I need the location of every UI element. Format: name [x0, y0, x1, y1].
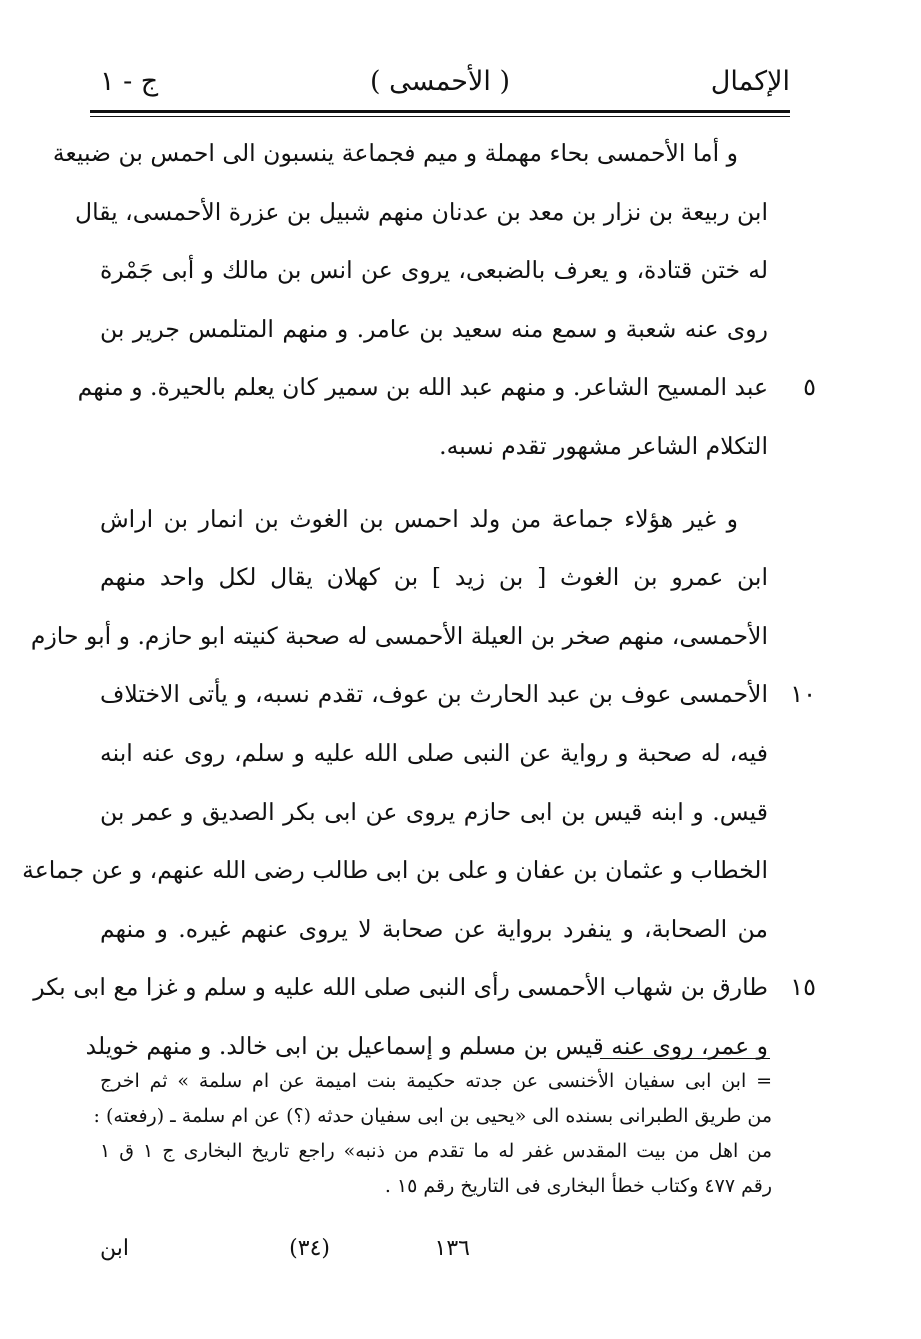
text-line: [75, 183, 768, 242]
text-line: [100, 490, 768, 549]
footnotes: [93, 1064, 772, 1204]
text-line: [100, 300, 768, 359]
line-text: و عمر، روى عنه قيس بن مسلم و إسماعيل بن ابى خالد. و منهم خويلد: [85, 1031, 768, 1060]
line-text: من الصحابة، و ينفرد برواية عن صحابة لا يروى عنهم غيره. و منهم: [100, 914, 768, 943]
line-number: ١٠: [790, 680, 816, 709]
text-line: [33, 958, 816, 1017]
line-text: فيه، له صحبة و رواية عن النبى صلى الله عليه و سلم، روى عنه ابنه: [100, 738, 768, 767]
text-line: [100, 417, 768, 476]
line-text: ابن ربيعة بن نزار بن معد بن عدنان منهم شبيل بن عزرة الأحمسى، يقال: [75, 197, 768, 226]
book-title: الإكمال: [710, 66, 790, 97]
line-number: ٥: [803, 373, 816, 402]
text-line: [100, 665, 816, 724]
footnote-line: من اهل من بيت المقدس غفر له ما تقدم من ذنبه» راجع تاريخ البخارى ج ١ ق ١: [100, 1140, 772, 1162]
text-line: [100, 900, 768, 959]
line-text: و أما الأحمسى بحاء مهملة و ميم فجماعة ينسبون الى احمس بن ضبيعة: [52, 139, 738, 167]
catchword: ابن: [100, 1236, 129, 1261]
line-text: التكلام الشاعر مشهور تقدم نسبه.: [439, 431, 768, 460]
footnote-line: من طريق الطبرانى بسنده الى «يحيى بن ابى سفيان حدثه (؟) عن ام سلمة ـ (رفعته) :: [93, 1105, 772, 1127]
line-text: عبد المسيح الشاعر. و منهم عبد الله بن سمير كان يعلم بالحيرة. و منهم: [77, 373, 768, 402]
text-line: [100, 548, 768, 607]
line-text: الأحمسى عوف بن عبد الحارث بن عوف، تقدم نسبه، و يأتى الاختلاف: [100, 680, 768, 709]
line-number: ١٥: [790, 973, 816, 1002]
line-text: ابن عمرو بن الغوث [ بن زيد ] بن كهلان يقال لكل واحد منهم: [100, 563, 768, 592]
text-line: [100, 724, 768, 783]
text-line: [30, 607, 768, 666]
main-text: [22, 124, 816, 1076]
text-line: [77, 358, 816, 417]
line-text: و غير هؤلاء جماعة من ولد احمس بن الغوث بن انمار بن اراش: [100, 504, 738, 533]
line-text: له ختن قتادة، و يعرف بالضبعى، يروى عن انس بن مالك و أبى جَمْرة: [100, 256, 768, 285]
page-number: ١٣٦: [434, 1236, 470, 1261]
volume-label: ج - ١: [100, 66, 159, 97]
footnote-rule: [600, 1058, 770, 1059]
line-text: الخطاب و عثمان بن عفان و على بن ابى طالب رضى الله عنهم، و عن جماعة: [22, 856, 768, 885]
line-text: قيس. و ابنه قيس بن ابى حازم يروى عن ابى بكر الصديق و عمر بن: [100, 797, 768, 826]
text-line: [52, 124, 768, 183]
line-text: الأحمسى، منهم صخر بن العيلة الأحمسى له صحبة كنيته ابو حازم. و أبو حازم: [30, 621, 768, 650]
footnote-line: رقم ٤٧٧ وكتاب خطأ البخارى فى التاريخ رقم ١٥ .: [384, 1175, 772, 1197]
page-footer: [100, 1236, 750, 1276]
text-line: [22, 841, 768, 900]
running-header: [90, 58, 790, 106]
text-line: [100, 241, 768, 300]
line-text: روى عنه شعبة و سمع منه سعيد بن عامر. و منهم المتلمس جرير بن: [100, 314, 768, 343]
footnote-line: = ابن ابى سفيان الأخنسى عن جدته حكيمة بنت اميمة عن ام سلمة » ثم اخرج: [100, 1070, 772, 1092]
header-rule-thin: [90, 116, 790, 117]
line-text: طارق بن شهاب الأحمسى رأى النبى صلى الله عليه و سلم و غزا مع ابى بكر: [33, 973, 768, 1002]
header-rule-thick: [90, 110, 790, 113]
text-line: [100, 783, 768, 842]
signature-mark: (٣٤): [289, 1236, 330, 1261]
section-title: ( الأحمسى ): [369, 66, 511, 97]
